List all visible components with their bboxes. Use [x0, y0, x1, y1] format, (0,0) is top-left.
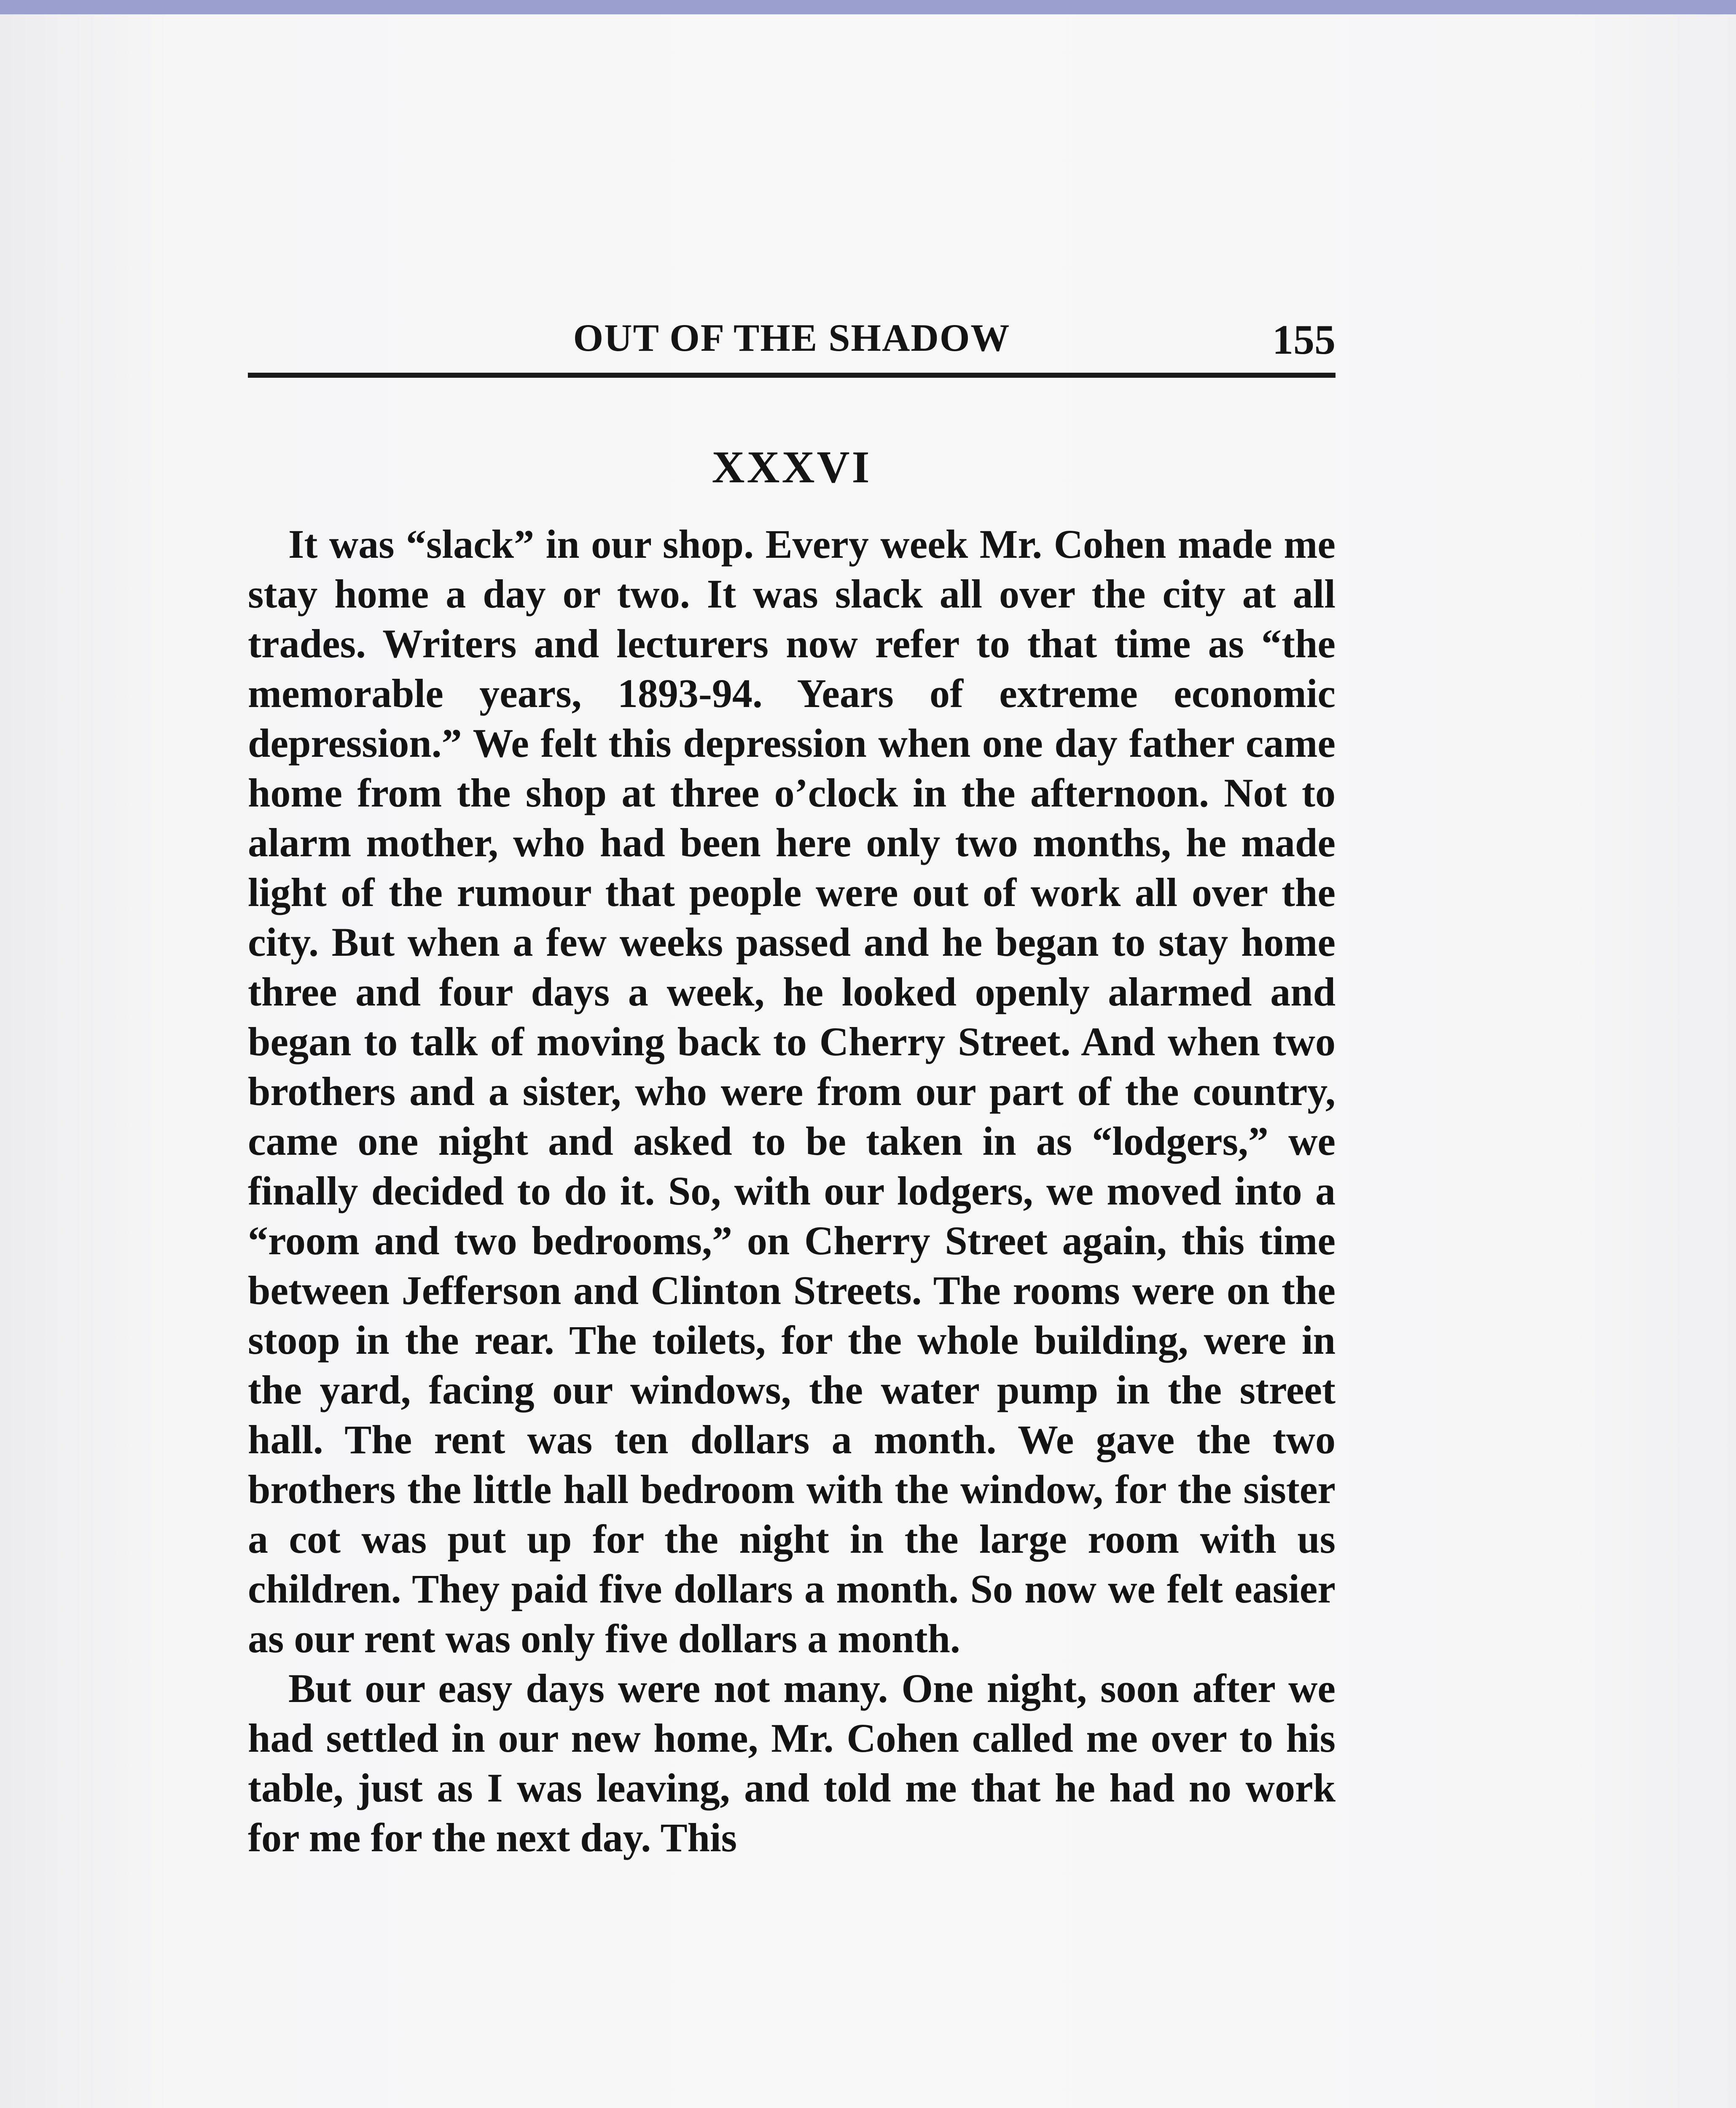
body-paragraph-2: But our easy days were not many. One night, soon after we had settled in our new home, Mr. Cohen called me over to his table, just as I was leaving, and told me that he had no work for me for the next day. This [248, 1666, 1336, 1860]
chapter-title: XXXVI [712, 442, 872, 492]
page-text-block [248, 309, 1336, 1863]
page-number: 155 [1272, 316, 1336, 363]
running-title: OUT OF THE SHADOW [573, 316, 1010, 359]
scan-top-edge [0, 0, 1736, 14]
book-page [0, 14, 1736, 2108]
body-paragraph-1: It was “slack” in our shop. Every week Mr. Cohen made me stay home a day or two. It was slack all over the city at all trades. Writers and lecturers now refer to that time as “the memorable years, 1893-94. Years of extreme economic depression.” We felt this depression when one day father came home from the shop at three o’clock in the afternoon. Not to alarm mother, who had been here only two months, he made light of the rumour that people were out of work all over the city. But when a few weeks passed and he began to stay home three and four days a week, he looked openly alarmed and began to talk of moving back to Cherry Street. And when two brothers and a sister, who were from our part of the country, came one night and asked to be taken in as “lodgers,” we finally decided to do it. So, with our lodgers, we moved into a “room and two bedrooms,” on Cherry Street again, this time between Jefferson and Clinton Streets. The rooms were on the stoop in the rear. The toilets, for the whole building, were in the yard, facing our windows, the water pump in the street hall. The rent was ten dollars a month. We gave the two brothers the little hall bedroom with the window, for the sister a cot was put up for the night in the large room with us children. They paid five dollars a month. So now we felt easier as our rent was only five dollars a month. [248, 522, 1336, 1661]
page-header [248, 309, 1336, 378]
